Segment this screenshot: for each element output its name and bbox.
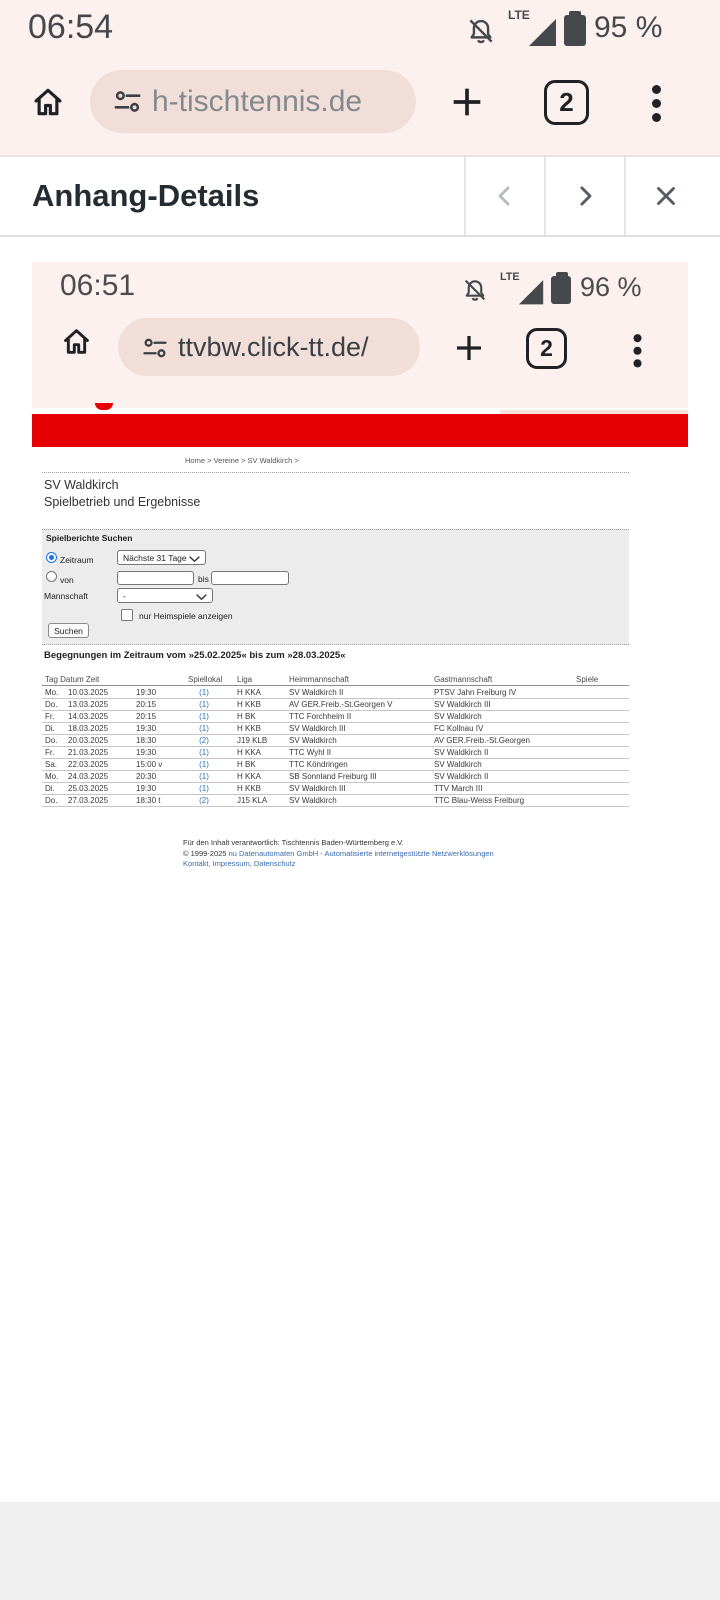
cell-date: 20.03.2025 <box>68 736 109 745</box>
table-row <box>42 759 629 771</box>
footer-company-link: nu Datenautomaten GmbH - Automatisierte internetgestützte Netzwerklösungen <box>228 848 494 858</box>
cell-gast: SV Waldkirch <box>434 760 482 769</box>
spiellokal-link: (1) <box>199 712 209 721</box>
kebab-menu-icon <box>633 334 641 372</box>
tab-counter: 2 <box>526 328 567 369</box>
table-row <box>42 771 629 783</box>
suchen-button: Suchen <box>48 623 89 638</box>
spiellokal-link: (1) <box>199 724 209 733</box>
kebab-menu-icon[interactable] <box>652 85 661 127</box>
footer-line1: Für den Inhalt verantwortlich: Tischtennis Baden-Württemberg e.V. <box>183 838 404 847</box>
spiellokal-link: (1) <box>199 700 209 709</box>
cell-time: 20:15 <box>136 712 157 721</box>
cell-liga: J19 KLB <box>237 736 268 745</box>
zeitraum-label: Zeitraum <box>60 555 94 565</box>
cell-heim: SV Waldkirch <box>289 796 337 805</box>
cell-liga: H KKA <box>237 688 262 697</box>
cell-day: Do. <box>45 796 58 805</box>
close-viewer-button[interactable] <box>626 157 706 235</box>
mannschaft-label: Mannschaft <box>44 591 88 601</box>
new-tab-plus-icon[interactable] <box>447 82 487 122</box>
chevron-down-icon <box>189 556 200 563</box>
cell-heim: TTC Köndringen <box>289 760 348 769</box>
cell-day: Di. <box>45 784 55 793</box>
cell-time: 20:15 <box>136 700 157 709</box>
page-subtitle: Spielbetrieb und Ergebnisse <box>44 495 201 509</box>
cell-liga: H KKB <box>237 784 262 793</box>
cell-liga: H KKB <box>237 724 262 733</box>
cell-heim: AV GER.Freib.-St.Georgen V <box>289 700 393 709</box>
home-icon[interactable] <box>29 83 67 121</box>
cell-liga: H KKA <box>237 748 262 757</box>
cell-gast: FC Kollnau IV <box>434 724 484 733</box>
site-logo-fragment <box>95 403 113 410</box>
col-spiellokal: Spiellokal <box>188 675 223 684</box>
next-attachment-button[interactable] <box>546 157 624 235</box>
cell-gast: SV Waldkirch <box>434 712 482 721</box>
attachment-viewer-body <box>0 237 720 1502</box>
chevron-down-icon <box>196 594 207 601</box>
cell-day: Fr. <box>45 748 55 757</box>
url-text[interactable]: h-tischtennis.de <box>152 85 363 118</box>
table-row <box>42 699 629 711</box>
page-footer <box>183 838 494 870</box>
table-row <box>42 723 629 735</box>
battery-icon <box>564 15 586 46</box>
cell-gast: SV Waldkirch II <box>434 772 489 781</box>
cell-heim: SV Waldkirch III <box>289 784 346 793</box>
mannschaft-select <box>117 588 213 603</box>
inner-battery-percent: 96 % <box>580 272 642 302</box>
cell-date: 22.03.2025 <box>68 760 109 769</box>
close-icon <box>651 181 681 211</box>
cell-gast: TTV March III <box>434 784 483 793</box>
cell-time: 19:30 <box>136 724 157 733</box>
table-header-row <box>42 674 629 686</box>
col-tag-datum-zeit: Tag Datum Zeit <box>45 675 100 684</box>
spiellokal-link: (2) <box>199 796 209 805</box>
von-label: von <box>60 575 74 585</box>
cell-day: Di. <box>45 724 55 733</box>
heimspiele-checkbox-label: nur Heimspiele anzeigen <box>139 611 233 621</box>
cell-day: Mo. <box>45 688 59 697</box>
page-title: SV Waldkirch <box>44 478 119 492</box>
cell-day: Sa. <box>45 760 58 769</box>
search-form-panel <box>42 529 629 645</box>
spiellokal-link: (1) <box>199 760 209 769</box>
site-settings-icon <box>141 334 169 362</box>
cell-gast: PTSV Jahn Freiburg IV <box>434 688 517 697</box>
col-heim: Heimmannschaft <box>289 675 350 684</box>
cell-liga: H BK <box>237 760 256 769</box>
spiellokal-link: (2) <box>199 736 209 745</box>
lte-signal-icon: LTE <box>508 10 556 48</box>
spiellokal-link: (1) <box>199 688 209 697</box>
lte-signal-icon: LTE <box>500 272 543 306</box>
spiellokal-link: (1) <box>199 772 209 781</box>
cell-time: 19:30 <box>136 688 157 697</box>
cell-date: 10.03.2025 <box>68 688 109 697</box>
cell-liga: H KKB <box>237 700 262 709</box>
cell-time: 18:30 t <box>136 796 161 805</box>
battery-percent: 95 % <box>594 11 663 44</box>
prev-attachment-button[interactable] <box>466 157 544 235</box>
cell-time: 20:30 <box>136 772 157 781</box>
new-tab-plus-icon <box>451 330 487 366</box>
inner-browser-chrome <box>32 262 688 408</box>
cell-date: 14.03.2025 <box>68 712 109 721</box>
cell-time: 15:00 v <box>136 760 163 769</box>
cell-heim: SV Waldkirch III <box>289 724 346 733</box>
cell-gast: AV GER.Freib.-St.Georgen <box>434 736 530 745</box>
col-gast: Gastmannschaft <box>434 675 493 684</box>
cell-date: 21.03.2025 <box>68 748 109 757</box>
cell-day: Mo. <box>45 772 59 781</box>
footer-links: Kontakt, Impressum, Datenschutz <box>183 859 296 868</box>
table-row <box>42 711 629 723</box>
cell-heim: SV Waldkirch II <box>289 688 344 697</box>
chevron-right-icon <box>570 181 600 211</box>
zeitraum-select-value: Nächste 31 Tage <box>123 552 187 563</box>
bis-date-input <box>211 571 289 585</box>
zeitraum-select <box>117 550 206 565</box>
footer-line2 <box>183 849 494 860</box>
cell-time: 18:30 <box>136 736 157 745</box>
inner-url-text: ttvbw.click-tt.de/ <box>178 332 369 362</box>
table-row <box>42 687 629 699</box>
battery-icon <box>551 276 571 304</box>
cell-gast: SV Waldkirch III <box>434 700 491 709</box>
cell-liga: H BK <box>237 712 256 721</box>
viewer-title: Anhang-Details <box>32 178 260 213</box>
form-legend: Spielberichte Suchen <box>46 533 133 543</box>
cell-date: 13.03.2025 <box>68 700 109 709</box>
spiellokal-link: (1) <box>199 748 209 757</box>
cell-heim: SB Sonnland Freiburg III <box>289 772 377 781</box>
spiellokal-link: (1) <box>199 784 209 793</box>
footer-copyright: © 1999-2025 <box>183 848 229 858</box>
bis-label: bis <box>198 574 209 584</box>
site-settings-icon[interactable] <box>112 86 143 117</box>
cell-heim: TTC Wyhl II <box>289 748 332 757</box>
notifications-off-icon <box>464 14 498 48</box>
table-row <box>42 747 629 759</box>
cell-gast: TTC Blau-Weiss Freiburg <box>434 796 525 805</box>
cell-day: Do. <box>45 736 58 745</box>
status-time: 06:54 <box>28 8 114 46</box>
cell-date: 18.03.2025 <box>68 724 109 733</box>
cell-heim: SV Waldkirch <box>289 736 337 745</box>
cell-date: 27.03.2025 <box>68 796 109 805</box>
cell-gast: SV Waldkirch II <box>434 748 489 757</box>
table-row <box>42 783 629 795</box>
results-title: Begegnungen im Zeitraum vom »25.02.2025« bis zum »28.03.2025« <box>44 650 346 661</box>
cell-time: 19:30 <box>136 748 157 757</box>
cell-heim: TTC Forchheim II <box>289 712 352 721</box>
von-radio <box>46 571 57 582</box>
site-banner <box>32 414 688 447</box>
inner-status-time: 06:51 <box>60 269 136 302</box>
heimspiele-checkbox <box>121 609 133 621</box>
cell-date: 25.03.2025 <box>68 784 109 793</box>
table-row <box>42 735 629 747</box>
cell-time: 19:30 <box>136 784 157 793</box>
chevron-left-icon <box>490 181 520 211</box>
table-row <box>42 795 629 807</box>
cell-day: Fr. <box>45 712 55 721</box>
attachment-image[interactable] <box>32 262 688 1462</box>
notifications-off-icon <box>460 275 490 305</box>
zeitraum-radio <box>46 552 57 563</box>
von-date-input <box>117 571 194 585</box>
cell-day: Do. <box>45 700 58 709</box>
mannschaft-select-value: - <box>123 590 126 601</box>
col-spiele: Spiele <box>576 675 599 684</box>
cell-liga: H KKA <box>237 772 262 781</box>
col-liga: Liga <box>237 675 253 684</box>
tab-counter[interactable]: 2 <box>544 80 589 125</box>
android-nav-bar <box>0 1502 720 1600</box>
cell-liga: J15 KLA <box>237 796 268 805</box>
outer-browser-chrome <box>0 0 720 155</box>
attachment-viewer-header <box>0 155 720 237</box>
home-icon <box>59 324 94 359</box>
cell-date: 24.03.2025 <box>68 772 109 781</box>
breadcrumb: Home > Vereine > SV Waldkirch > <box>185 456 299 465</box>
